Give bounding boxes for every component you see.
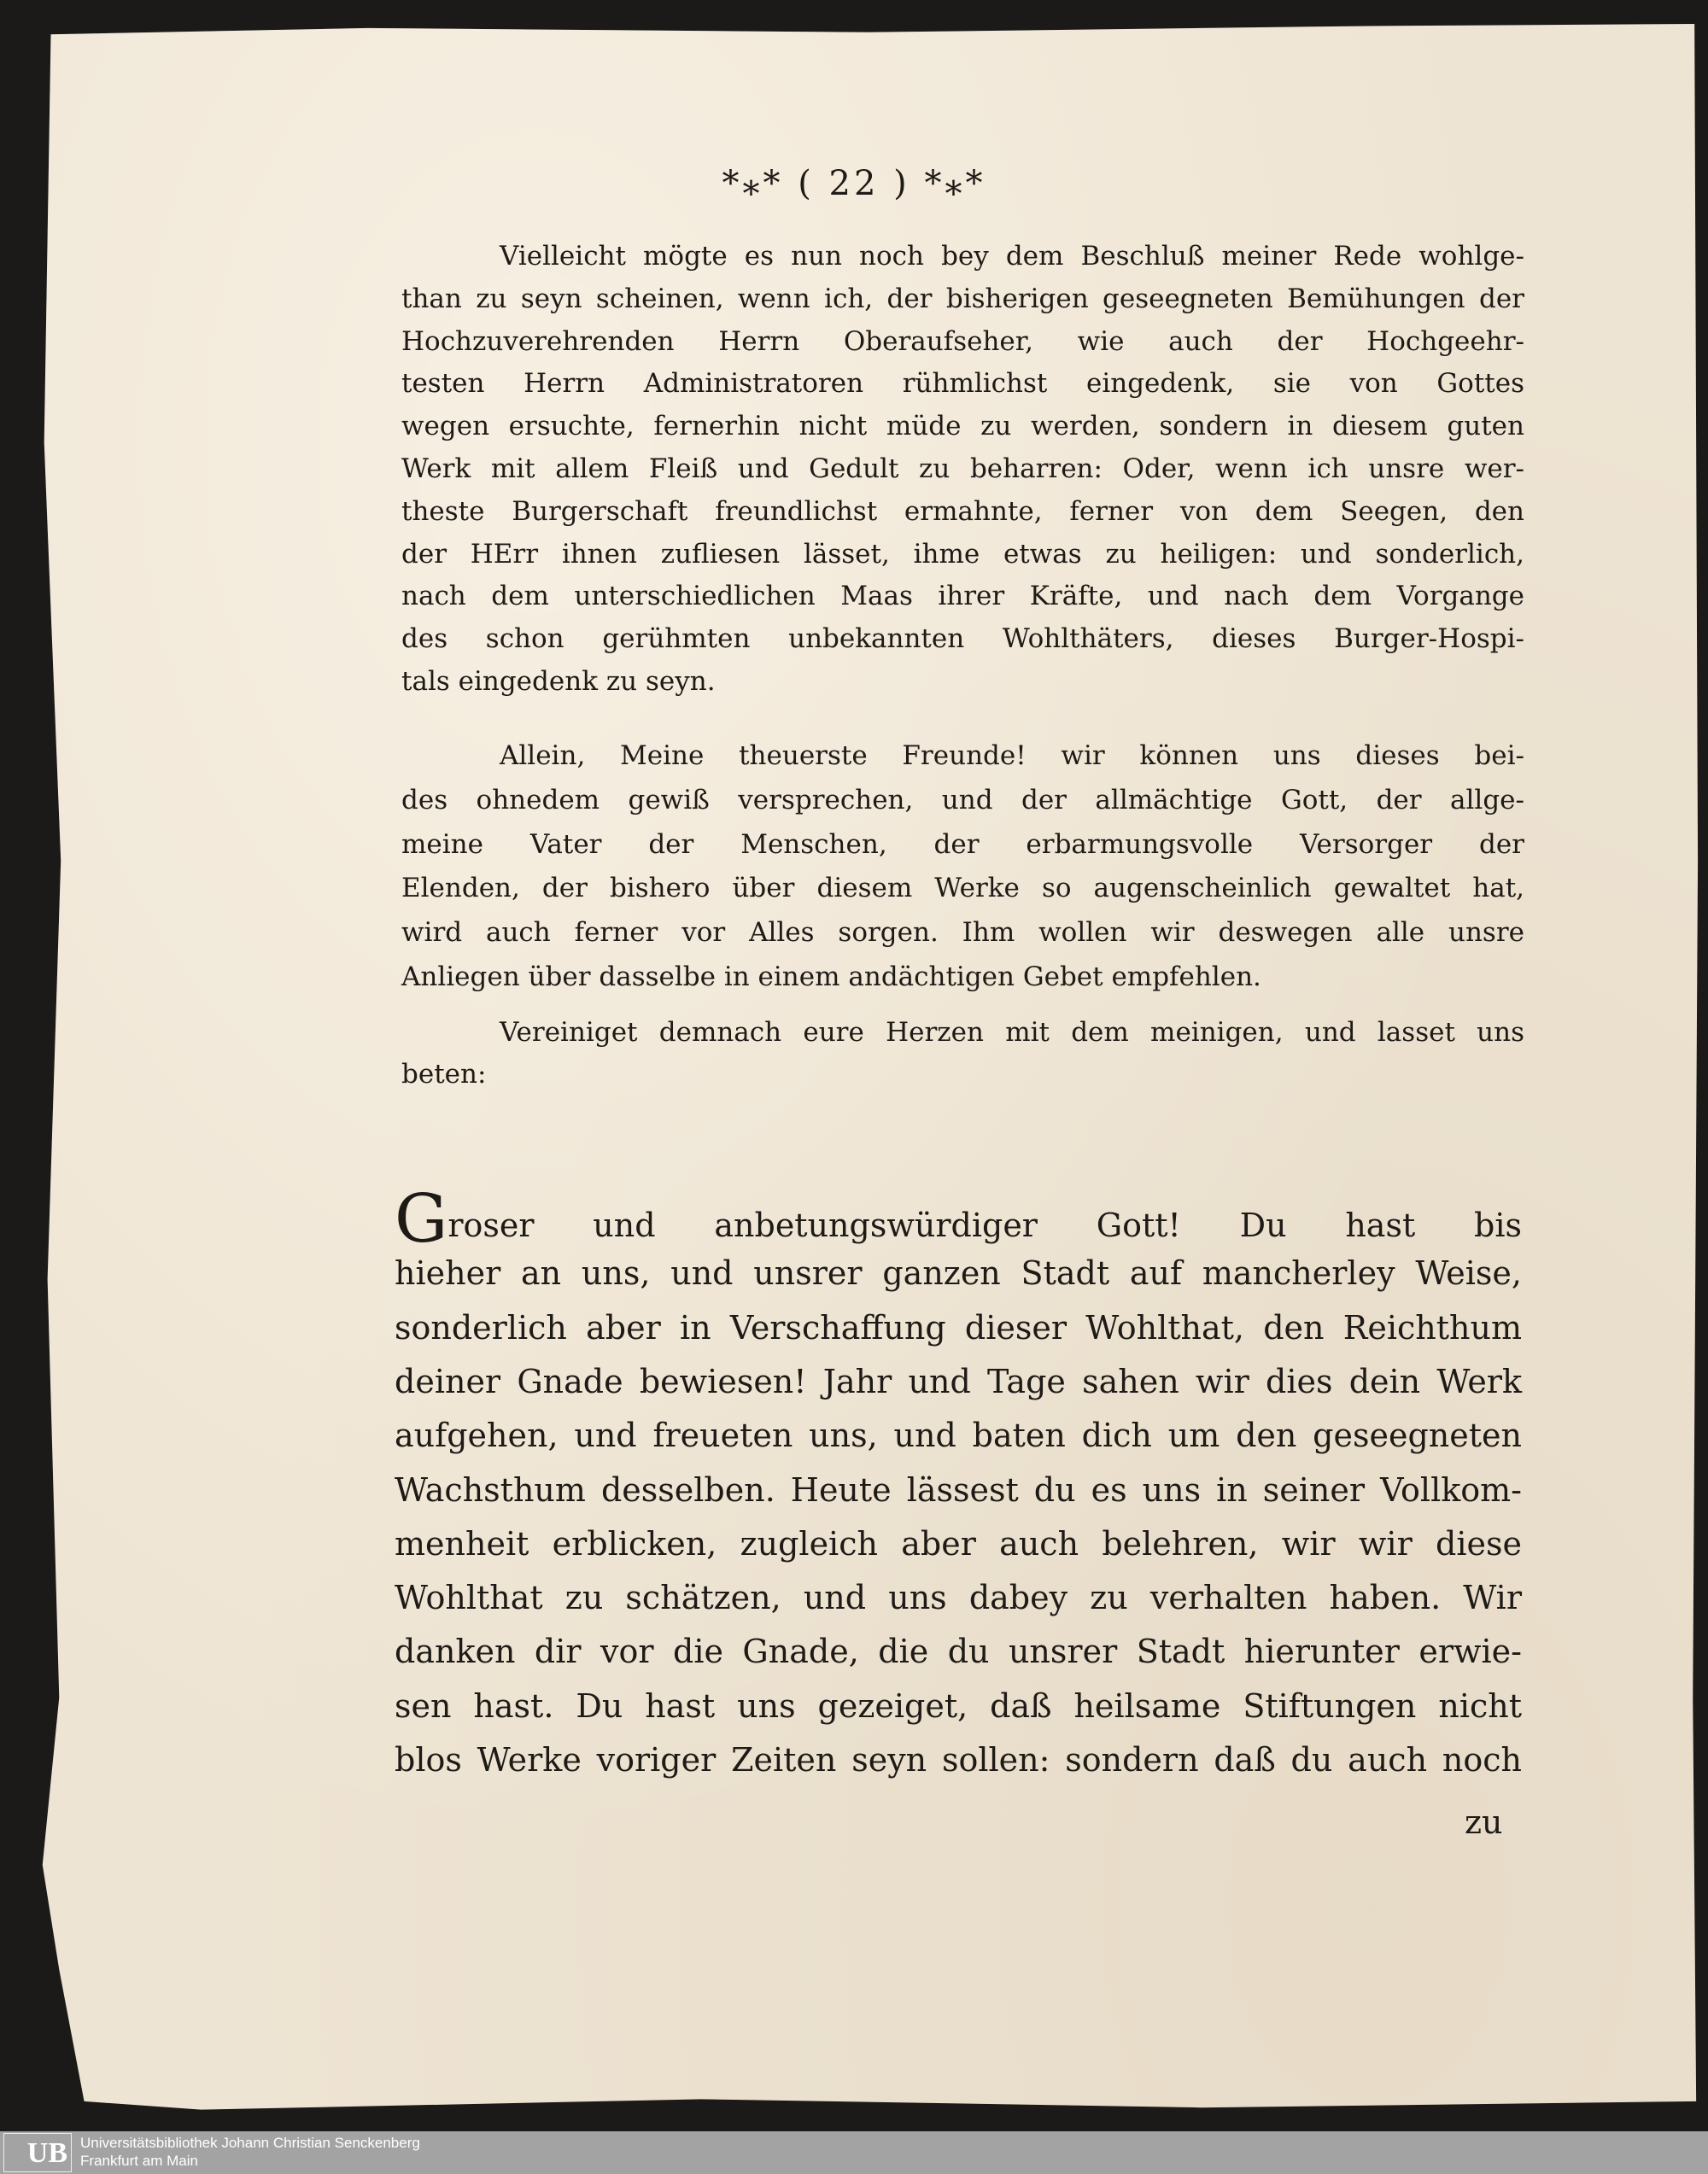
paragraph1-line: theste Burgerschaft freundlichst ermahnte, ferner von dem Seegen, den: [401, 495, 1524, 527]
paragraph1-line: nach dem unterschiedlichen Maas ihrer Kräfte, und nach dem Vorgange: [401, 581, 1524, 612]
paragraph2-line: Elenden, der bishero über diesem Werke so augenscheinlich gewaltet hat,: [401, 873, 1524, 904]
institution-city: Frankfurt am Main: [80, 2153, 198, 2169]
paragraph1-line: than zu seyn scheinen, wenn ich, der bisherigen geseegneten Bemühungen der: [401, 283, 1524, 314]
prayer-line: Wohlthat zu schätzen, und uns dabey zu verhalten haben. Wir: [395, 1579, 1522, 1617]
paragraph1-line: Werk mit allem Fleiß und Gedult zu beharren: Oder, wenn ich unsre wer-: [401, 453, 1524, 484]
paragraph1-line: der HErr ihnen zufliesen lässet, ihme etwas zu heiligen: und sonderlich,: [401, 538, 1524, 570]
prayer-line: [395, 1181, 1522, 1258]
paragraph3-line: Vereiniget demnach eure Herzen mit dem meinigen, und lasset uns: [500, 1017, 1524, 1048]
paragraph3-line: beten:: [401, 1059, 487, 1090]
paragraph1-line: testen Herrn Administratoren rühmlichst eingedenk, sie von Gottes: [401, 368, 1524, 400]
prayer-line: danken dir vor die Gnade, die du unsrer Stadt hierunter erwie-: [395, 1633, 1522, 1671]
paragraph1-line: tals eingedenk zu seyn.: [401, 666, 716, 697]
prayer-line: blos Werke voriger Zeiten seyn sollen: sondern daß du auch noch: [395, 1741, 1522, 1779]
paragraph2-line: wird auch ferner vor Alles sorgen. Ihm wollen wir deswegen alle unsre: [401, 917, 1524, 949]
line-text: roser und anbetungswürdiger Gott! Du hast bis: [447, 1207, 1522, 1244]
ub-logo: UB: [3, 2133, 72, 2172]
paragraph1-line: des schon gerühmten unbekannten Wohlthäters, dieses Burger-Hospi-: [401, 623, 1524, 655]
prayer-line: hieher an uns, und unsrer ganzen Stadt auf mancherley Weise,: [395, 1254, 1522, 1293]
paragraph1-line: Hochzuverehrenden Herrn Oberaufseher, wie auch der Hochgeehr-: [401, 325, 1524, 357]
prayer-line: deiner Gnade bewiesen! Jahr und Tage sahen wir dies dein Werk: [395, 1362, 1522, 1400]
paragraph1-line: wegen ersuchte, fernerhin nicht müde zu werden, sondern in diesem guten: [401, 411, 1524, 442]
paragraph2-line: meine Vater der Menschen, der erbarmungsvolle Versorger der: [401, 828, 1524, 860]
prayer-line: sonderlich aber in Verschaffung dieser Wohlthat, den Reichthum: [395, 1308, 1522, 1347]
prayer-line: menheit erblicken, zugleich aber auch belehren, wir wir diese: [395, 1524, 1522, 1563]
paragraph2-line: Allein, Meine theuerste Freunde! wir können uns dieses bei-: [500, 740, 1524, 771]
institution-name: [80, 2134, 420, 2170]
prayer-line: aufgehen, und freueten uns, und baten dich um den geseegneten: [395, 1417, 1522, 1455]
catchword: zu: [1465, 1803, 1503, 1841]
paragraph1-line: Vielleicht mögte es nun noch bey dem Beschluß meiner Rede wohlge-: [500, 241, 1524, 272]
library-footer: [0, 2131, 1708, 2174]
paragraph2-line: Anliegen über dasselbe in einem andächtigen Gebet empfehlen.: [401, 961, 1261, 992]
drop-cap: G: [395, 1181, 448, 1258]
paragraph2-line: des ohnedem gewiß versprechen, und der allmächtige Gott, der allge-: [401, 784, 1524, 815]
institution-title: Universitätsbibliothek Johann Christian Senckenberg: [80, 2135, 420, 2151]
prayer-line: sen hast. Du hast uns gezeiget, daß heilsame Stiftungen nicht: [395, 1686, 1522, 1725]
page-number-header: *⁎* ( 22 ) *⁎*: [722, 164, 986, 203]
prayer-line: Wachsthum desselben. Heute lässest du es uns in seiner Vollkom-: [395, 1470, 1522, 1509]
